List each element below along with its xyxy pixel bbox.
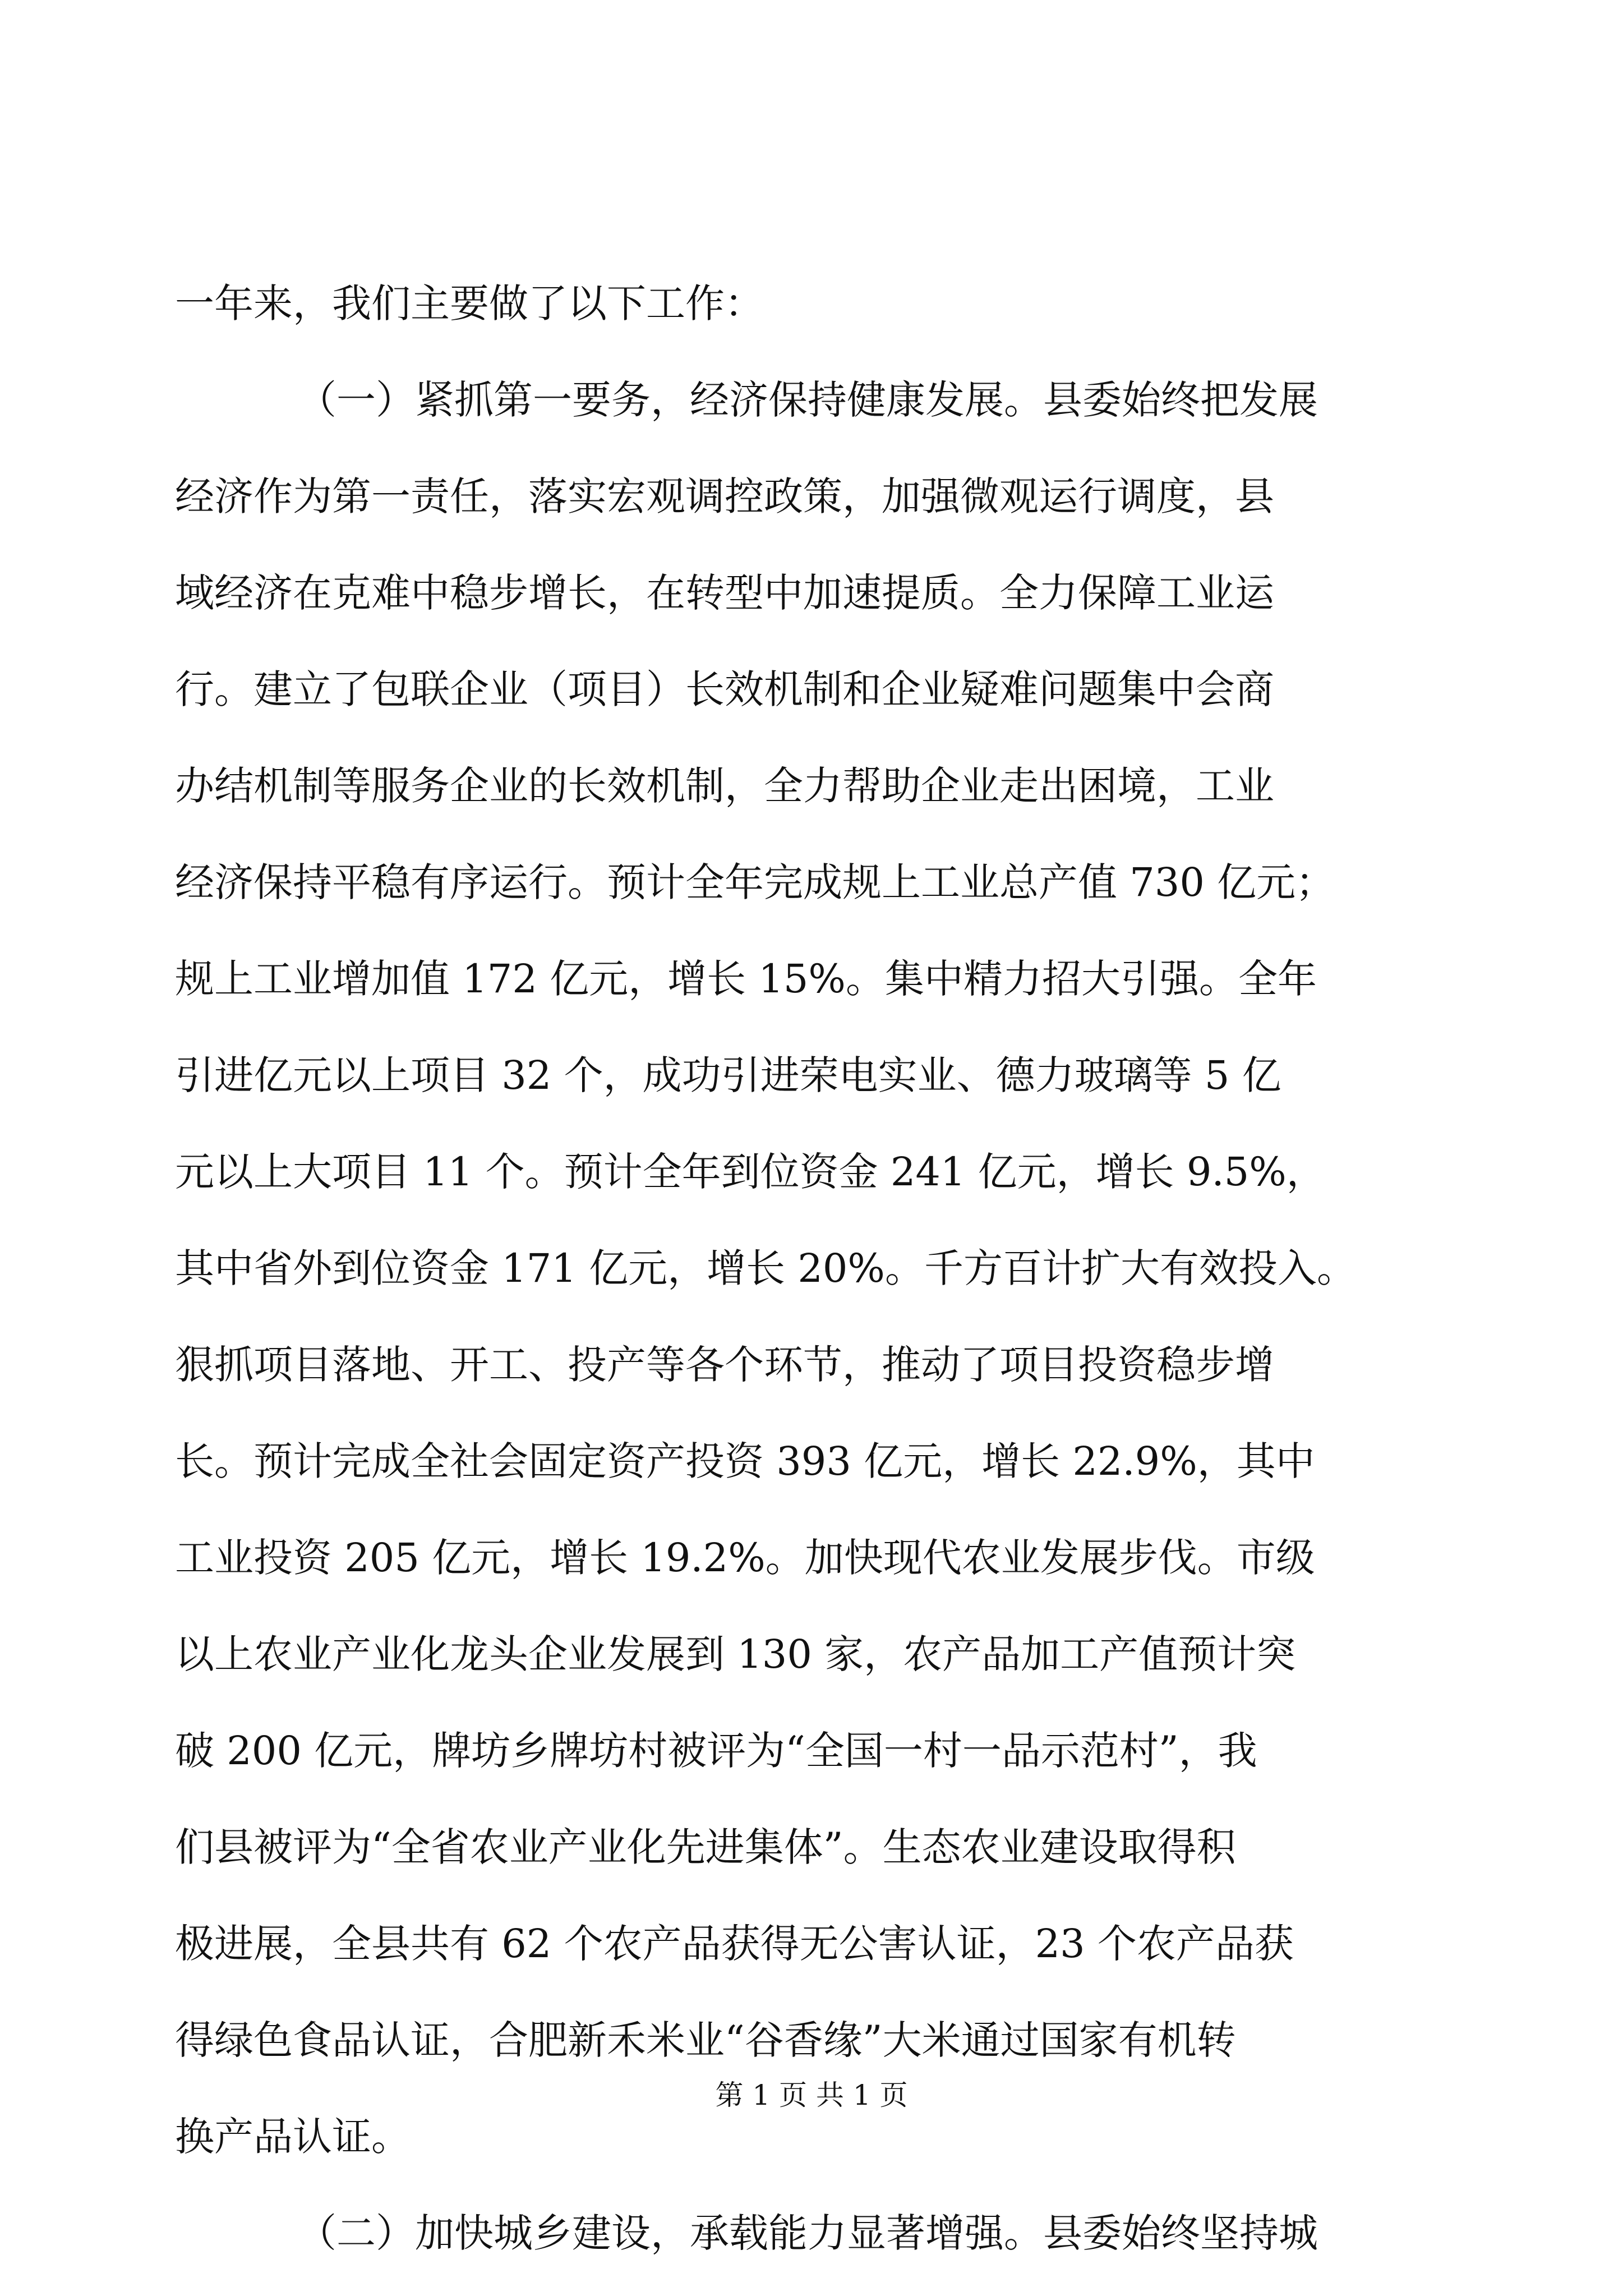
body-line: 工业投资 205 亿元，增长 19.2%。加快现代农业发展步伐。市级 <box>175 1535 1315 1581</box>
body-line: 破 200 亿元，牌坊乡牌坊村被评为“全国一村一品示范村”，我 <box>175 1728 1257 1774</box>
body-line: 换产品认证。 <box>175 2114 411 2160</box>
body-line: 得绿色食品认证，合肥新禾米业“谷香缘”大米通过国家有机转 <box>175 2017 1236 2063</box>
body-line: 办结机制等服务企业的长效机制，全力帮助企业走出困境，工业 <box>175 763 1274 809</box>
body-line: 一年来，我们主要做了以下工作： <box>175 280 764 326</box>
body-line: 引进亿元以上项目 32 个，成功引进荣电实业、德力玻璃等 5 亿 <box>175 1052 1281 1098</box>
body-line: 经济作为第一责任，落实宏观调控政策，加强微观运行调度，县 <box>175 473 1274 519</box>
body-line: 们县被评为“全省农业产业化先进集体”。生态农业建设取得积 <box>175 1824 1236 1870</box>
body-line: 行。建立了包联企业（项目）长效机制和企业疑难问题集中会商 <box>175 666 1274 712</box>
body-line: （一）紧抓第一要务，经济保持健康发展。县委始终把发展 <box>297 377 1318 423</box>
page-footer: 第 1 页 共 1 页 <box>715 2079 908 2111</box>
body-line: 域经济在克难中稳步增长，在转型中加速提质。全力保障工业运 <box>175 570 1274 616</box>
body-line: （二）加快城乡建设，承载能力显著增强。县委始终坚持城 <box>297 2210 1318 2256</box>
document-body <box>175 255 1426 2281</box>
body-line: 极进展，全县共有 62 个农产品获得无公害认证，23 个农产品获 <box>175 1921 1294 1967</box>
body-line: 经济保持平稳有序运行。预计全年完成规上工业总产值 730 亿元； <box>175 859 1335 905</box>
body-line: 其中省外到位资金 171 亿元，增长 20%。千方百计扩大有效投入。 <box>175 1245 1356 1291</box>
body-line: 长。预计完成全社会固定资产投资 393 亿元，增长 22.9%，其中 <box>175 1438 1315 1484</box>
body-line: 规上工业增加值 172 亿元，增长 15%。集中精力招大引强。全年 <box>175 956 1317 1002</box>
body-line: 狠抓项目落地、开工、投产等各个环节，推动了项目投资稳步增 <box>175 1342 1274 1388</box>
body-line: 以上农业产业化龙头企业发展到 130 家，农产品加工产值预计突 <box>175 1631 1296 1677</box>
body-line: 元以上大项目 11 个。预计全年到位资金 241 亿元，增长 9.5%， <box>175 1149 1326 1195</box>
